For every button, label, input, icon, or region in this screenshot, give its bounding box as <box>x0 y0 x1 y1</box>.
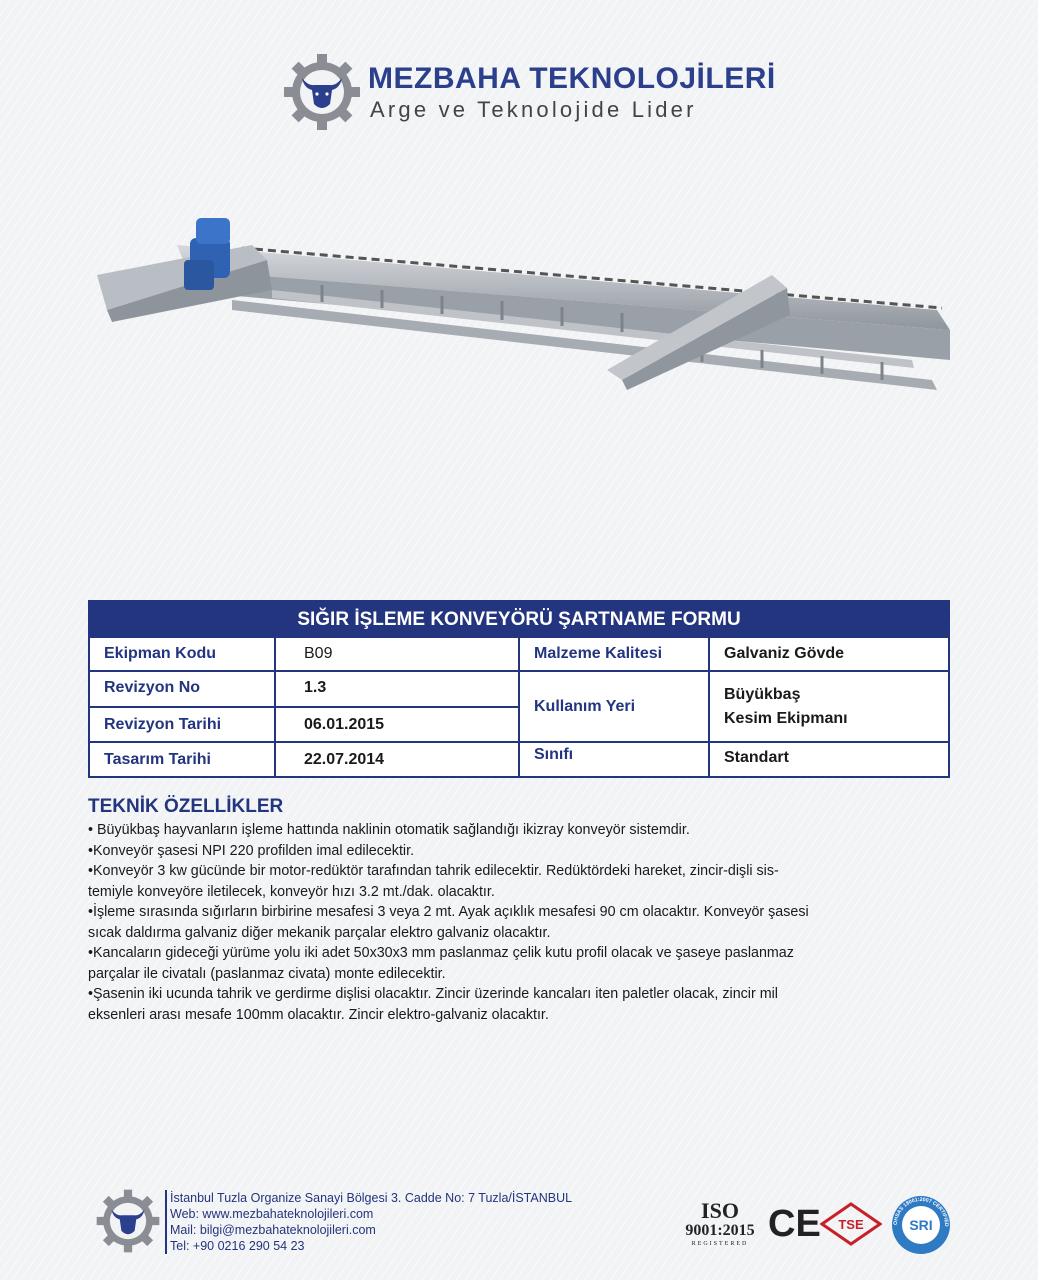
usage-value-line1: Büyükbaş <box>724 685 801 703</box>
ce-mark-logo: CE <box>768 1203 821 1245</box>
equipment-code-value: B09 <box>304 645 333 662</box>
spec-line: temiyle konveyöre iletilecek, konveyör hızı 3.2 mt./dak. olacaktır. <box>88 883 495 900</box>
usage-value <box>710 672 948 741</box>
conveyor-illustration <box>92 190 952 420</box>
spec-line: •Konveyör 3 kw gücünde bir motor-redüktör tarafından tahrik edilecektir. Redüktördeki hareket, zincir-dişli sis- <box>88 863 779 879</box>
sri-text: SRI <box>909 1217 933 1233</box>
iso-registered: REGISTERED <box>691 1241 749 1247</box>
class-label: Sınıfı <box>534 746 574 763</box>
equipment-code-label: Ekipman Kodu <box>104 645 217 662</box>
revision-no-label: Revizyon No <box>104 679 201 696</box>
spec-line: • Büyükbaş hayvanların işleme hattında naklinin otomatik sağlandığı ikizray konveyör sistemdir. <box>88 822 690 838</box>
usage-label: Kullanım Yeri <box>534 697 636 715</box>
web-link[interactable]: Web: www.mezbahateknolojileri.com <box>170 1207 374 1221</box>
spec-grid <box>90 638 948 776</box>
spec-line: sıcak daldırma galvaniz diğer mekanik parçalar elektro galvaniz olacaktır. <box>88 924 551 941</box>
gear-bull-logo-icon <box>95 1188 161 1254</box>
revision-date-label: Revizyon Tarihi <box>104 715 222 733</box>
spec-line: •İşleme sırasında sığırların birbirine mesafesi 3 veya 2 mt. Ayak açıklık mesafesi 90 cm olacaktır. Konveyör şasesi <box>88 904 809 920</box>
iso-9001-logo <box>680 1200 760 1248</box>
brand-tagline: Arge ve Teknolojide Lider <box>370 97 697 122</box>
design-date-value: 22.07.2014 <box>304 750 385 768</box>
spec-form-title: SIĞIR İŞLEME KONVEYÖRÜ ŞARTNAME FORMU <box>90 602 948 638</box>
spec-form-table <box>88 600 950 778</box>
iso-mark: ISO <box>701 1198 739 1223</box>
gear-bull-logo-icon <box>282 52 362 132</box>
iso-number: 9001:2015 <box>685 1222 755 1239</box>
phone-text: Tel: +90 0216 290 54 23 <box>170 1239 305 1253</box>
header <box>282 52 776 132</box>
contact-info <box>170 1190 572 1254</box>
revision-date-value: 06.01.2015 <box>304 715 385 733</box>
tse-logo <box>820 1202 882 1246</box>
revision-no-value: 1.3 <box>304 679 327 696</box>
certification-logos <box>680 1194 955 1256</box>
material-label: Malzeme Kalitesi <box>534 645 663 662</box>
spec-line: •Kancaların gideceği yürüme yolu iki adet 50x30x3 mm paslanmaz çelik kutu profil olacak ve şaseye paslanmaz <box>88 945 794 961</box>
usage-value-line2: Kesim Ekipmanı <box>724 709 848 727</box>
spec-line: parçalar ile civatalı (paslanmaz civata) monte edilecektir. <box>88 965 446 982</box>
spec-line: eksenleri arası mesafe 100mm olacaktır. Zincir elektro-galvaniz olacaktır. <box>88 1006 549 1023</box>
material-value: Galvaniz Gövde <box>724 645 845 662</box>
footer <box>95 1188 955 1258</box>
spec-line: •Konveyör şasesi NPI 220 profilden imal edilecektir. <box>88 842 415 859</box>
technical-specs-heading: TEKNİK ÖZELLİKLER <box>88 796 284 817</box>
brand-name: MEZBAHA TEKNOLOJİLERİ <box>368 62 776 95</box>
mail-link[interactable]: Mail: bilgi@mezbahateknolojileri.com <box>170 1223 376 1237</box>
design-date-label: Tasarım Tarihi <box>104 750 211 768</box>
address-text: İstanbul Tuzla Organize Sanayi Bölgesi 3. Cadde No: 7 Tuzla/İSTANBUL <box>170 1191 573 1205</box>
tse-text: TSE <box>838 1217 864 1232</box>
sri-ring-text: OHSAS 18001:2007 CERTIFIED <box>892 1196 950 1227</box>
spec-line: •Şasenin iki ucunda tahrik ve gerdirme dişlisi olacaktır. Zincir üzerinde kancaları iten paletler olacak, zincir mil <box>88 986 778 1002</box>
class-value: Standart <box>724 749 789 766</box>
sri-ohsas-logo <box>890 1194 952 1256</box>
technical-specs <box>88 796 958 1025</box>
divider <box>165 1190 167 1254</box>
